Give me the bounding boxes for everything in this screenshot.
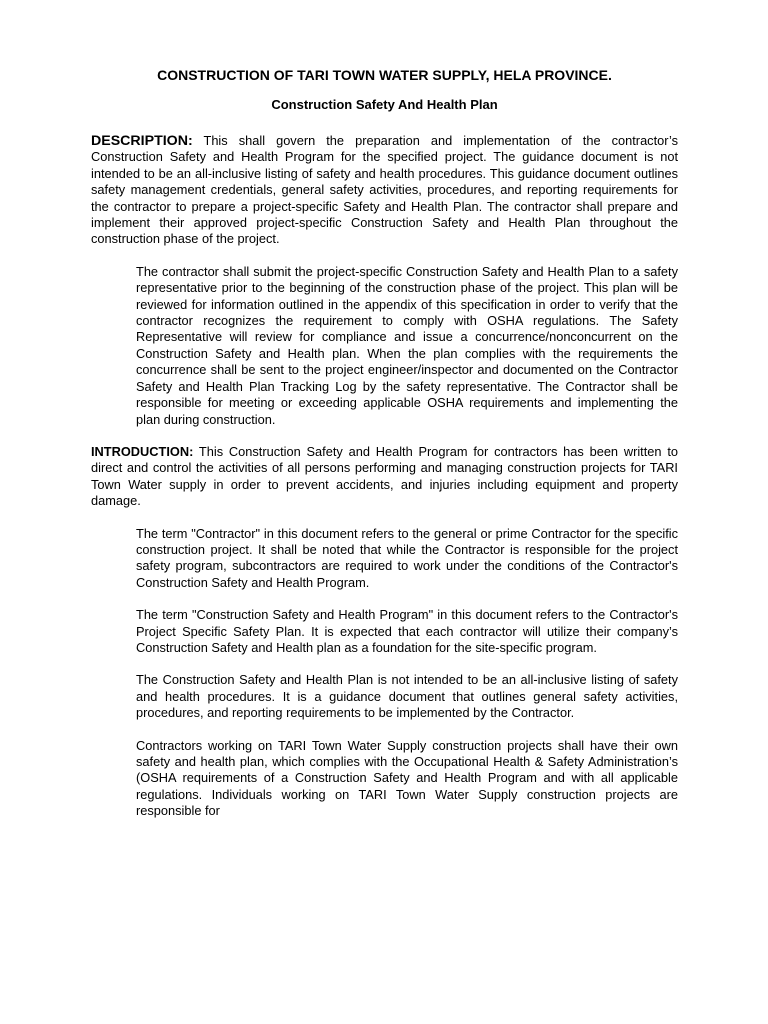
description-indent-paragraph: The contractor shall submit the project-specific Construction Safety and Health Plan to a safety representative prior to the beginning of the construction phase of the project. This plan will be reviewed for information outlined in the appendix of this specification in order to verify that the contractor recognizes the requirement to comply with OSHA regulations. The Safety Representative will review for compliance and issue a concurrence/nonconcurrent on the Construction Safety and Health plan. When the plan complies with the requirements the concurrence shall be sent to the project engineer/inspector and documented on the Contractor Safety and Health Plan Tracking Log by the safety representative. The Contractor shall be responsible for meeting or exceeding applicable OSHA requirements and implementing the plan during construction.	[136, 263, 678, 427]
document-subtitle: Construction Safety And Health Plan	[271, 97, 498, 112]
introduction-heading: INTRODUCTION:	[91, 443, 194, 459]
description-heading: DESCRIPTION:	[91, 133, 193, 149]
introduction-text: This Construction Safety and Health Program for contractors has been written to direct and control the activities of all persons performing and managing construction projects for TARI Town Water supply in order to prevent accidents, and injuries including equipment and property damage.	[91, 443, 678, 509]
document-title: CONSTRUCTION OF TARI TOWN WATER SUPPLY, HELA PROVINCE.	[157, 67, 612, 83]
intro-paragraph-plan-scope: The Construction Safety and Health Plan is not intended to be an all-inclusive listing of safety and health procedures. It is a guidance document that outlines general safety activities, procedures, and reporting requirements to be implemented by the Contractor.	[136, 672, 678, 721]
intro-paragraph-contractor-term: The term "Contractor" in this document refers to the general or prime Contractor for the specific construction project. It shall be noted that while the Contractor is responsible for the project safety program, subcontractors are required to work under the conditions of the Contractor's Construction Safety and Health Program.	[136, 525, 678, 590]
intro-paragraph-contractors-working: Contractors working on TARI Town Water Supply construction projects shall have their own safety and health plan, which complies with the Occupational Health & Safety Administration’s (OSHA requirements of a Construction Safety and Health Program and with all applicable regulations. Individuals working on TARI Town Water Supply construction projects are responsible for	[136, 737, 678, 819]
introduction-paragraph	[91, 444, 678, 510]
description-text: This shall govern the preparation and implementation of the contractor’s Construction Safety and Health Program for the specified project. The guidance document is not intended to be an all-inclusive listing of safety and health procedures. This guidance document outlines safety management credentials, general safety activities, procedures, and reporting requirements for the contractor to prepare a project-specific Safety and Health Plan. The contractor shall prepare and implement their approved project-specific Construction Safety and Health Plan throughout the construction phase of the project.	[91, 133, 678, 247]
intro-paragraph-program-term: The term "Construction Safety and Health Program" in this document refers to the Contractor's Project Specific Safety Plan. It is expected that each contractor will utilize their company’s Construction Safety and Health plan as a foundation for the site-specific program.	[136, 607, 678, 655]
description-paragraph	[91, 133, 678, 248]
